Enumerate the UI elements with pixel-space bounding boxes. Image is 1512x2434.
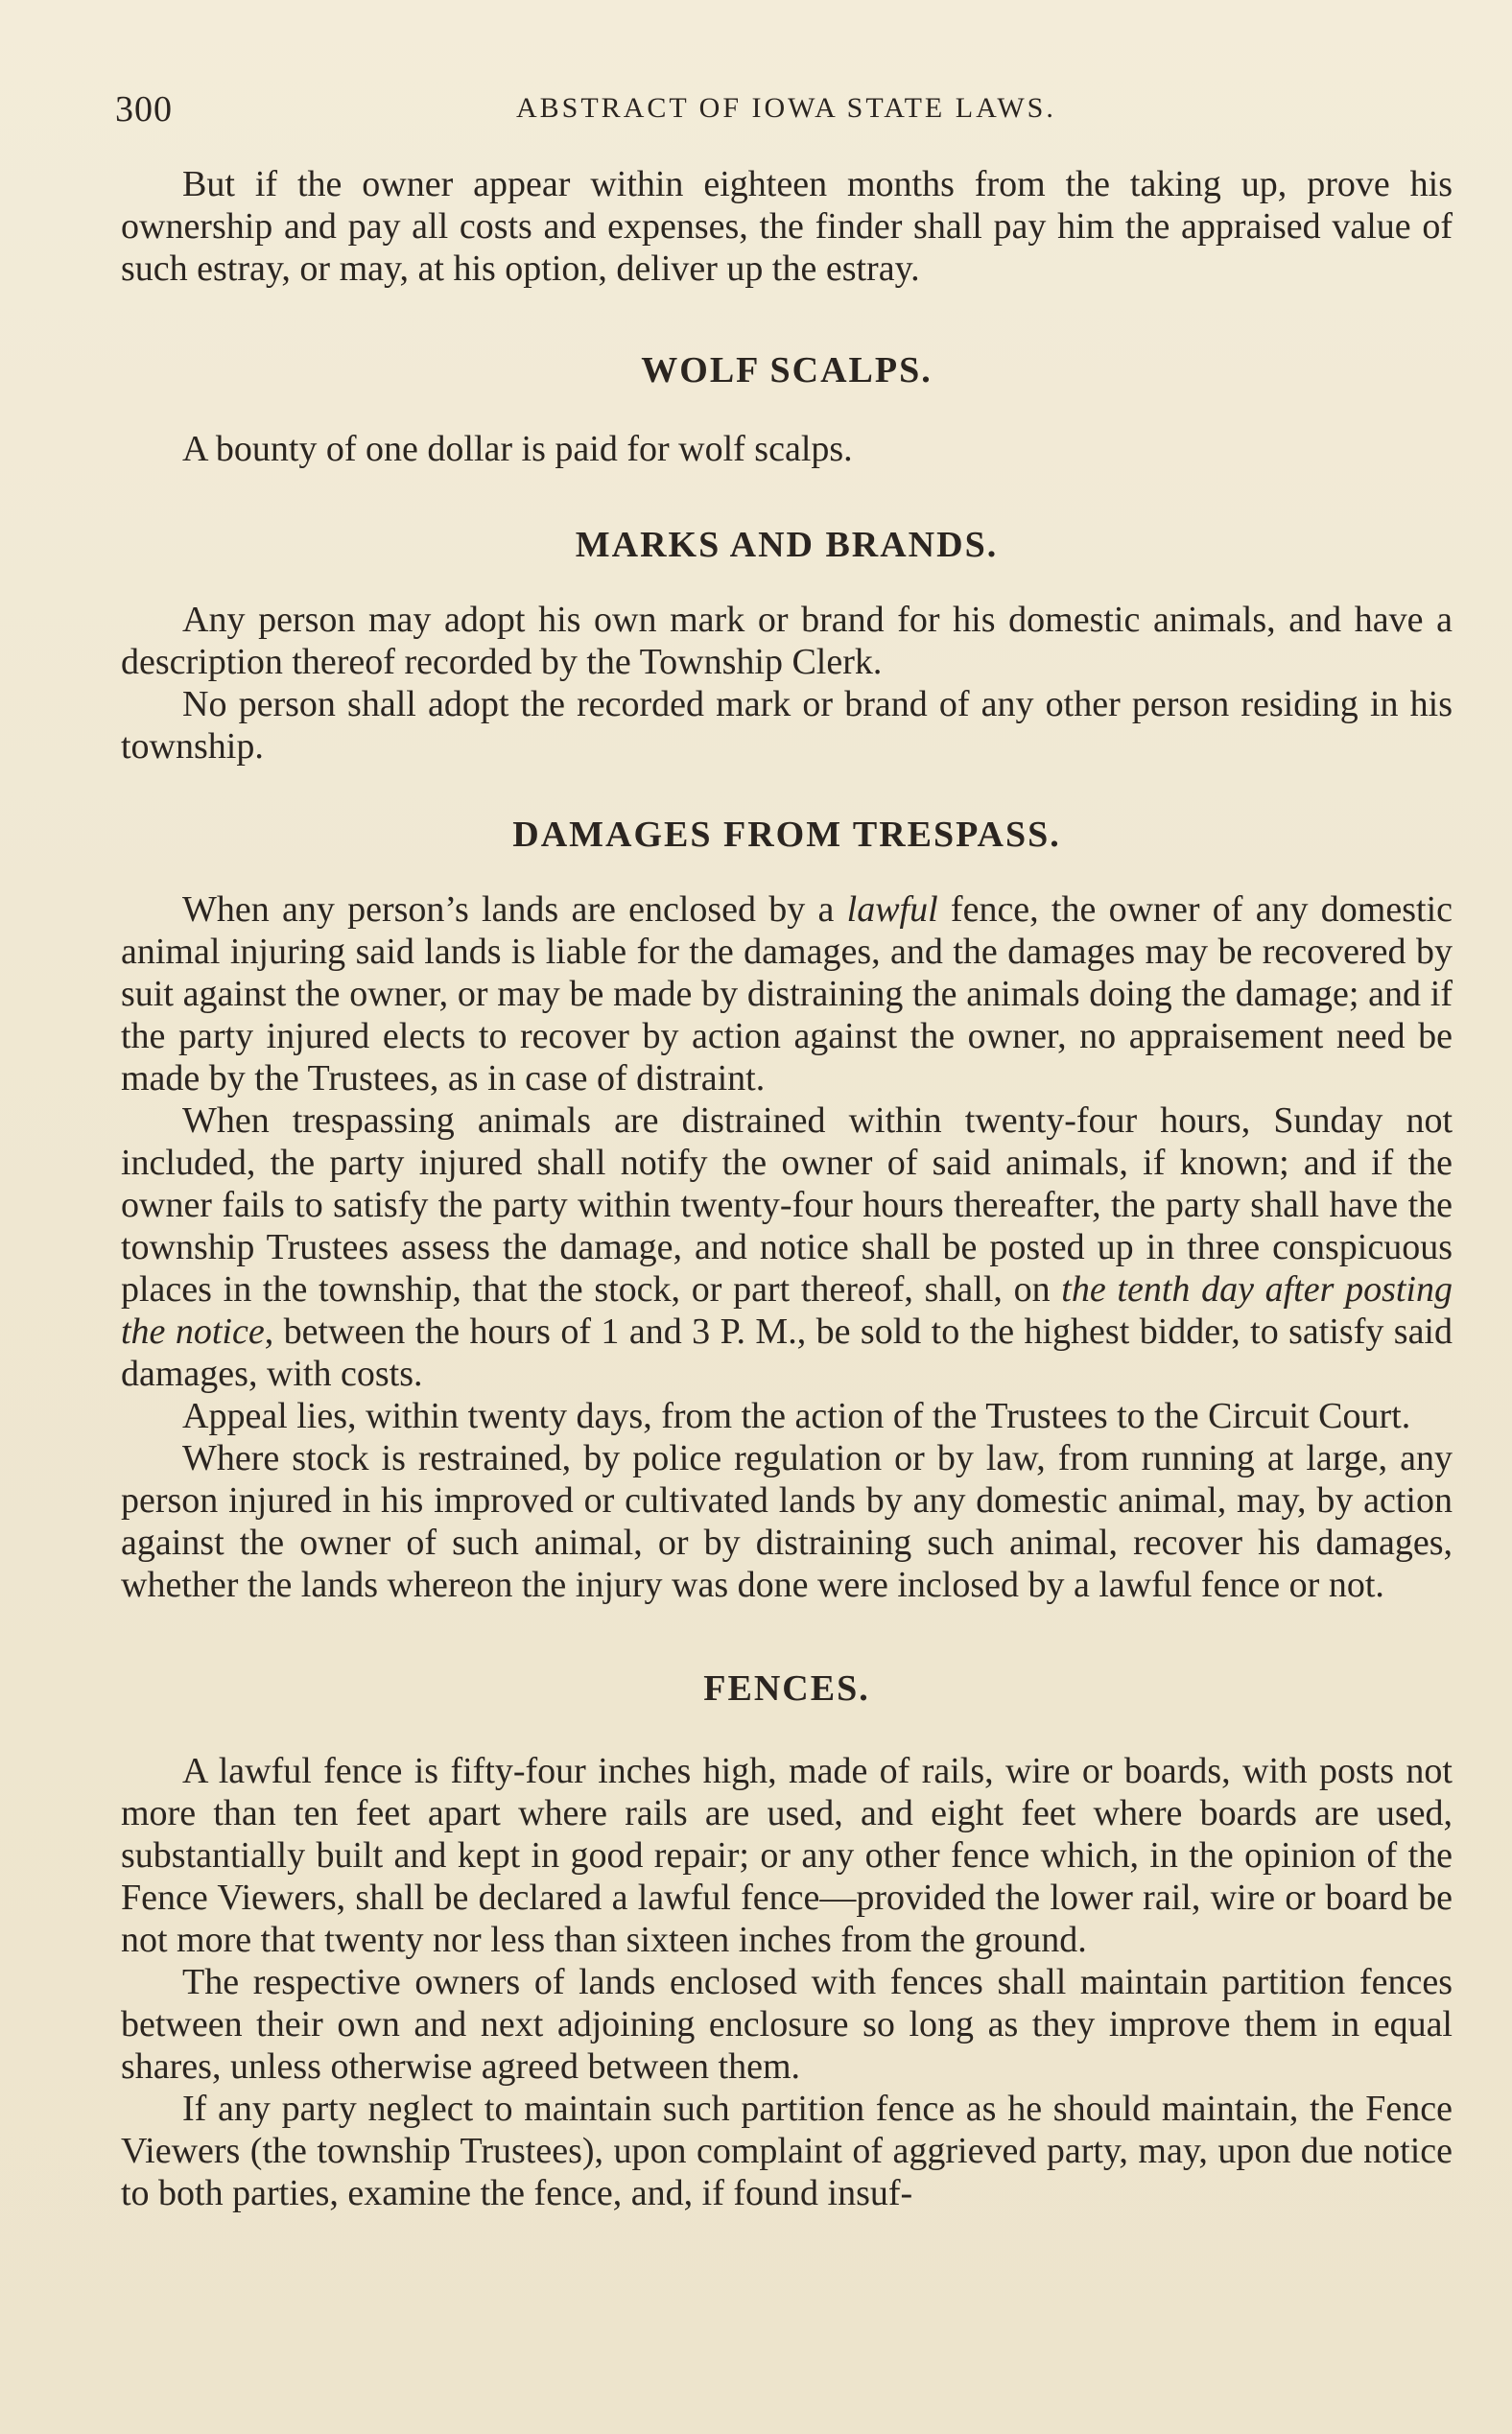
wolf-scalps-paragraph: A bounty of one dollar is paid for wolf scalps. [182, 429, 853, 469]
estray-paragraph: But if the owner appear within eighteen months from the taking up, prove his ownership and pay all costs and expenses, the finder shall pay him the appraised value of such estray, or may, at his option, deliver up the estray. [121, 164, 1453, 289]
damages-p1-emphasis: lawful [846, 889, 938, 930]
heading-fences: FENCES. [703, 1668, 870, 1709]
damages-paragraph-3: Appeal lies, within twenty days, from the action of the Trustees to the Circuit Court. [182, 1396, 1411, 1436]
damages-p1-text-b: fence, the owner of any domestic animal injuring said lands is liable for the damages, and the damages may be recovered by suit against the owner, or may be made by distraining the animals doing the damage; and if the party injured elects to recover by action against the owner, no appraisement need be made by the Trustees, as in case of distraint. [121, 889, 1453, 1099]
fences-paragraph-2: The respective owners of lands enclosed with fences shall maintain partition fences between their own and next adjoining enclosure so long as they improve them in equal shares, unless otherwise agreed between them. [121, 1962, 1453, 2087]
running-head: ABSTRACT OF IOWA STATE LAWS. [516, 92, 1056, 124]
page-body [121, 163, 1453, 2214]
fences-paragraph-3: If any party neglect to maintain such partition fence as he should maintain, the Fence Viewers (the township Trustees), upon complaint of aggrieved party, may, upon due notice to both parties, examine the fence, and, if found insuf- [121, 2089, 1453, 2213]
damages-p1-text-a: When any person’s lands are enclosed by a [182, 889, 847, 930]
marks-brands-paragraph-1: Any person may adopt his own mark or brand for his domestic animals, and have a description thereof recorded by the Township Clerk. [121, 600, 1453, 682]
damages-paragraph-1 [121, 888, 1453, 1099]
page-header [115, 88, 1458, 136]
damages-p2-text-b: , between the hours of 1 and 3 P. M., be sold to the highest bidder, to satisfy said damages, with costs. [121, 1312, 1453, 1394]
marks-brands-paragraph-2: No person shall adopt the recorded mark or brand of any other person residing in his township. [121, 684, 1453, 767]
heading-wolf-scalps: WOLF SCALPS. [641, 350, 933, 390]
damages-paragraph-4: Where stock is restrained, by police regulation or by law, from running at large, any person injured in his improved or cultivated lands by any domestic animal, may, by action against the owner of such animal, or by distraining such animal, recover his damages, whether the lands whereon the injury was done were inclosed by a lawful fence or not. [121, 1438, 1453, 1605]
damages-p2-text-a: When trespassing animals are distrained within twenty-four hours, Sunday not included, the party injured shall notify the owner of said animals, if known; and if the owner fails to satisfy the party within twenty-four hours thereafter, the party shall have the township Trustees assess the damage, and notice shall be posted up in three conspicuous places in the township, that the stock, or part thereof, shall, on [121, 1100, 1453, 1310]
heading-damages-from-trespass: DAMAGES FROM TRESPASS. [512, 815, 1061, 855]
fences-paragraph-1: A lawful fence is fifty-four inches high, made of rails, wire or boards, with posts not more than ten feet apart where rails are used, and eight feet where boards are used, substantially built and kept in good repair; or any other fence which, in the opinion of the Fence Viewers, shall be declared a lawful fence—provided the lower rail, wire or board be not more that twenty nor less than sixteen inches from the ground. [121, 1751, 1453, 1960]
page-number: 300 [115, 89, 173, 130]
heading-marks-and-brands: MARKS AND BRANDS. [575, 525, 999, 565]
damages-paragraph-2 [121, 1099, 1453, 1395]
damages-p2-emphasis: the tenth day after posting the notice [121, 1269, 1453, 1352]
